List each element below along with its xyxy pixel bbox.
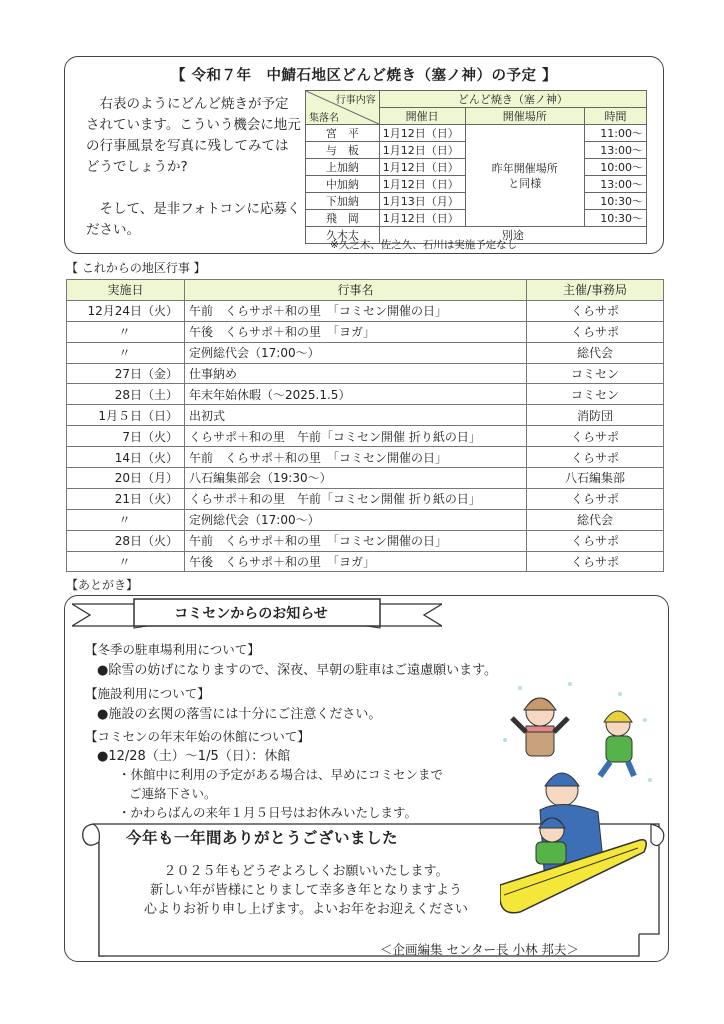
- event-org-cell: くらサポ: [527, 530, 664, 551]
- event-name-cell: 午後 くらサポ＋和の里 「ヨガ」: [185, 321, 527, 342]
- event-date-cell: 〃: [67, 342, 185, 363]
- event-date-cell: 20日（月）: [67, 468, 185, 489]
- time-cell: 10:30〜: [585, 210, 647, 227]
- table-row: [67, 447, 664, 468]
- editor-credit: ＜企画編集 センター長 小林 邦夫＞: [380, 942, 579, 957]
- event-name-cell: 年末年始休暇（〜2025.1.5）: [185, 384, 527, 405]
- table-row: [67, 384, 664, 405]
- dondo-note: ※久之木、佐之久、石川は実施予定なし: [330, 239, 518, 251]
- event-org-cell: コミセン: [527, 363, 664, 384]
- notice-body-facility: ●施設の玄関の落雪には十分にご注意ください。: [97, 707, 382, 722]
- event-name-cell: 午前 くらサポ＋和の里 「コミセン開催の日」: [185, 300, 527, 321]
- notice-sub-line: ご連絡下さい。: [129, 786, 217, 801]
- scroll-title: 今年も一年間ありがとうございました: [126, 829, 399, 847]
- event-date-cell: 7日（火）: [67, 426, 185, 447]
- event-name-cell: 八石編集部会（19:30〜）: [185, 468, 527, 489]
- event-date-cell: 1月５日（日）: [67, 405, 185, 426]
- table-row: [67, 509, 664, 530]
- event-name-cell: 午前 くらサポ＋和の里 「コミセン開催の日」: [185, 447, 527, 468]
- event-org-cell: コミセン: [527, 384, 664, 405]
- event-date-cell: 12月24日（火）: [67, 300, 185, 321]
- table-row: [67, 342, 664, 363]
- notice-body-parking: ●除雪の妨げになりますので、深夜、早朝の駐車はご遠慮願います。: [97, 663, 498, 678]
- event-date-cell: 28日（火）: [67, 530, 185, 551]
- event-date-cell: 14日（火）: [67, 447, 185, 468]
- event-org-cell: くらサポ: [527, 551, 664, 572]
- notice-body-holiday: ●12/28（土）〜1/5（日）：休館: [97, 749, 291, 764]
- date-cell: 1月12日（日）: [379, 176, 465, 193]
- event-org-cell: くらサポ: [527, 300, 664, 321]
- table-row: [67, 300, 664, 321]
- scroll-line: ２０２５年もどうぞよろしくお願いいたします。: [163, 864, 449, 879]
- event-org-cell: 総代会: [527, 342, 664, 363]
- place-cell: 昨年開催場所 と同様: [465, 125, 585, 227]
- dondo-header-village: 集落名: [309, 113, 339, 124]
- afterword-label: 【あとがき】: [66, 578, 139, 592]
- date-cell: 1月12日（日）: [379, 159, 465, 176]
- events-table: [66, 279, 664, 572]
- scroll-line: 新しい年が皆様にとりまして幸多き年となりますよう: [149, 883, 462, 898]
- dondo-header-place: 開催場所: [465, 108, 585, 125]
- event-org-cell: 消防団: [527, 405, 664, 426]
- village-cell: 宮 平: [306, 125, 380, 142]
- event-name-cell: 午前 くらサポ＋和の里 「コミセン開催の日」: [185, 530, 527, 551]
- event-name-cell: 午後 くらサポ＋和の里 「ヨガ」: [185, 551, 527, 572]
- event-date-cell: 27日（金）: [67, 363, 185, 384]
- event-org-cell: 総代会: [527, 509, 664, 530]
- date-cell: 1月12日（日）: [379, 125, 465, 142]
- notice-sub-line: ・かわらばんの来年１月５日号はお休みいたします。: [118, 805, 418, 820]
- table-row: [67, 405, 664, 426]
- event-name-cell: くらサポ＋和の里 午前「コミセン開催 折り紙の日」: [185, 426, 527, 447]
- village-cell: 上加納: [306, 159, 380, 176]
- table-row: [67, 468, 664, 489]
- date-cell: 1月12日（日）: [379, 210, 465, 227]
- events-header-date: 実施日: [67, 280, 185, 301]
- scroll-message: [116, 862, 496, 919]
- event-org-cell: くらサポ: [527, 447, 664, 468]
- snow-sled-illustration: [500, 680, 660, 920]
- event-name-cell: 仕事納め: [185, 363, 527, 384]
- events-label: 【 これからの地区行事 】: [66, 261, 206, 275]
- village-cell: 中加納: [306, 176, 380, 193]
- scroll-line: 心よりお祈り申し上げます。よいお年をお迎えください: [144, 902, 468, 917]
- dondo-diagonal-header: [306, 91, 380, 125]
- dondo-intro: [86, 94, 301, 241]
- event-date-cell: 21日（火）: [67, 488, 185, 509]
- dondo-title: 【 令和７年 中鯖石地区どんど焼き（塞ノ神）の予定 】: [170, 68, 558, 84]
- events-header-org: 主催/事務局: [527, 280, 664, 301]
- notice-sub-reservation: [118, 765, 443, 822]
- village-cell: 久木太: [306, 227, 380, 244]
- event-date-cell: 28日（土）: [67, 384, 185, 405]
- table-row: [67, 321, 664, 342]
- time-cell: 13:00〜: [585, 142, 647, 159]
- dondo-header-event: 行事内容: [335, 95, 376, 106]
- dondo-intro-photocon: そして、是非フォトコンに応募ください。: [86, 201, 301, 238]
- notice-banner-title: コミセンからのお知らせ: [174, 606, 328, 622]
- dondo-header-group: どんど焼き（塞ノ神）: [379, 91, 646, 108]
- table-row: [67, 488, 664, 509]
- other-cell: 別途: [379, 227, 646, 244]
- village-cell: 飛 岡: [306, 210, 380, 227]
- table-row: [306, 125, 647, 142]
- notice-sub-line: ・休館中に利用の予定がある場合は、早めにコミセンまで: [118, 767, 444, 782]
- event-date-cell: 〃: [67, 509, 185, 530]
- time-cell: 10:00〜: [585, 159, 647, 176]
- event-name-cell: 定例総代会（17:00〜）: [185, 509, 527, 530]
- dondo-intro-text: 右表のようにどんど焼きが予定されています。こういう機会に地元の行事風景を写真に残してみてはどうでしょうか?: [86, 96, 301, 175]
- time-cell: 13:00〜: [585, 176, 647, 193]
- table-row: [67, 551, 664, 572]
- event-org-cell: くらサポ: [527, 488, 664, 509]
- dondo-header-date: 開催日: [379, 108, 465, 125]
- notice-heading-facility: 【施設利用について】: [85, 686, 210, 701]
- events-header-name: 行事名: [185, 280, 527, 301]
- date-cell: 1月13日（月）: [379, 193, 465, 210]
- event-date-cell: 〃: [67, 551, 185, 572]
- event-date-cell: 〃: [67, 321, 185, 342]
- event-org-cell: くらサポ: [527, 321, 664, 342]
- table-row: [67, 363, 664, 384]
- table-row: [67, 426, 664, 447]
- event-name-cell: 出初式: [185, 405, 527, 426]
- village-cell: 下加納: [306, 193, 380, 210]
- notice-heading-holiday: 【コミセンの年末年始の休館について】: [85, 729, 310, 744]
- dondo-table: [305, 90, 647, 244]
- event-org-cell: 八石編集部: [527, 468, 664, 489]
- table-row: [67, 530, 664, 551]
- event-name-cell: 定例総代会（17:00〜）: [185, 342, 527, 363]
- dondo-header-time: 時間: [585, 108, 647, 125]
- time-cell: 11:00〜: [585, 125, 647, 142]
- date-cell: 1月12日（日）: [379, 142, 465, 159]
- time-cell: 10:30〜: [585, 193, 647, 210]
- event-name-cell: くらサポ＋和の里 午前「コミセン開催 折り紙の日」: [185, 488, 527, 509]
- notice-heading-parking: 【冬季の駐車場利用について】: [85, 642, 260, 657]
- event-org-cell: くらサポ: [527, 426, 664, 447]
- village-cell: 与 板: [306, 142, 380, 159]
